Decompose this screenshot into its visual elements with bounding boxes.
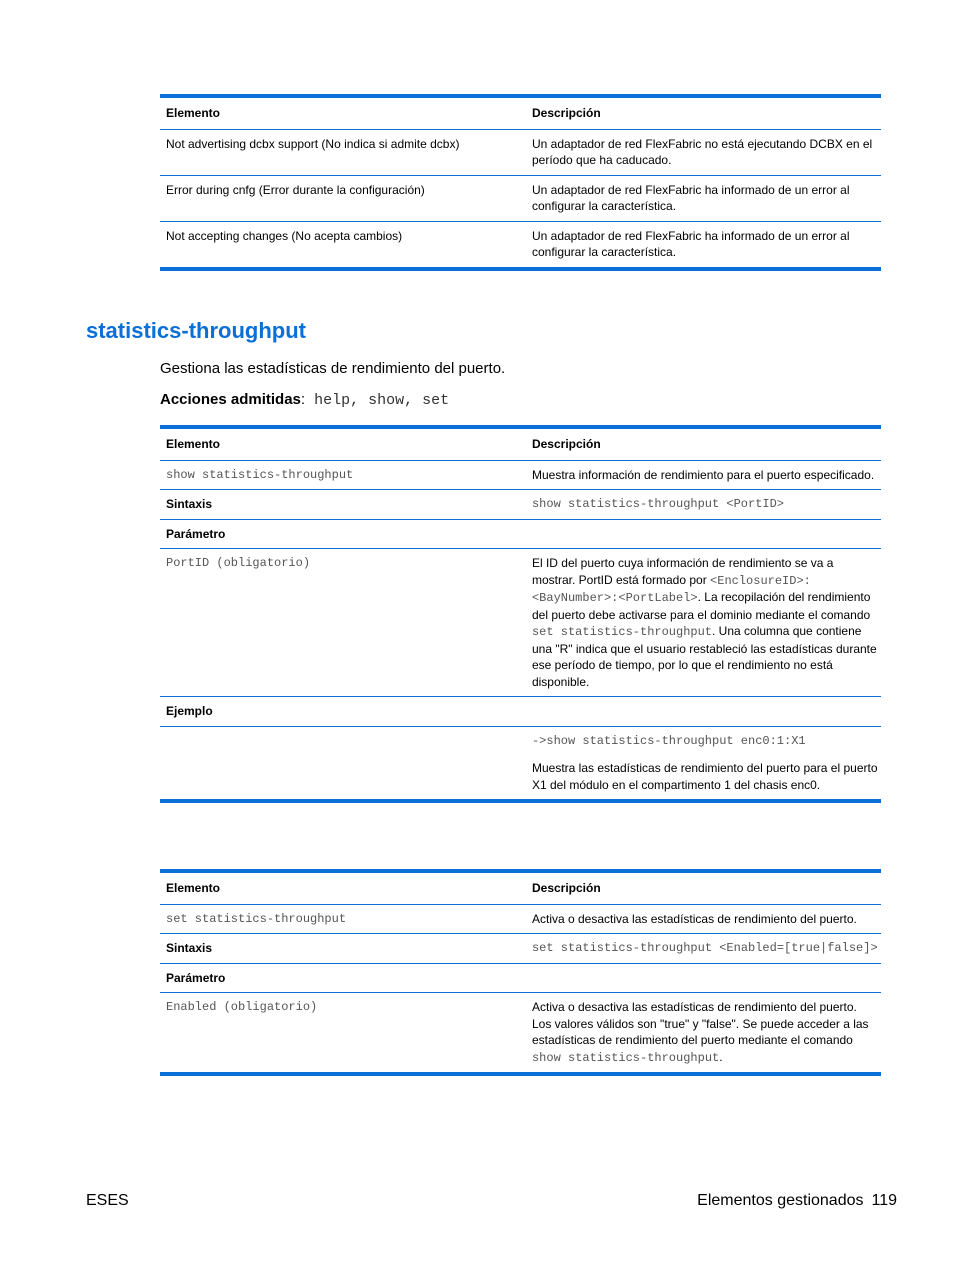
cell-descripcion: Un adaptador de red FlexFabric ha informado de un error al configurar la característica.	[520, 221, 881, 269]
parameter-description	[520, 549, 881, 697]
actions-separator: :	[300, 391, 306, 408]
example-command: ->show statistics-throughput enc0:1:X1	[531, 733, 806, 748]
table-row	[160, 697, 881, 727]
status-table	[160, 94, 881, 271]
set-command-table	[160, 869, 881, 1076]
table-row	[160, 490, 881, 520]
syntax-value: set statistics-throughput <Enabled=[true|false]>	[520, 934, 881, 964]
footer-chapter-label: Elementos gestionados	[697, 1192, 864, 1209]
supported-actions	[160, 391, 449, 409]
cell-elemento: Not accepting changes (No acepta cambios)	[160, 221, 520, 269]
example-content	[520, 726, 881, 801]
command-description: Muestra información de rendimiento para el puerto especificado.	[520, 460, 881, 490]
command-description: Activa o desactiva las estadísticas de rendimiento del puerto.	[520, 904, 881, 934]
table-row	[160, 221, 881, 269]
syntax-label: Sintaxis	[160, 934, 520, 964]
empty-cell	[520, 697, 881, 727]
header-elemento: Elemento	[160, 871, 520, 904]
cell-elemento: Error during cnfg (Error durante la configuración)	[160, 175, 520, 221]
header-elemento: Elemento	[160, 427, 520, 460]
table-row	[160, 993, 881, 1075]
table-row	[160, 963, 881, 993]
example-description: Muestra las estadísticas de rendimiento del puerto para el puerto X1 del módulo en el compartimento 1 del chasis enc0.	[531, 761, 878, 792]
header-descripcion: Descripción	[520, 96, 881, 129]
parameter-description	[520, 993, 881, 1075]
desc-text: El ID del puerto cuya información de rendimiento se va a mostrar. PortID está formado por	[531, 556, 834, 587]
syntax-value: show statistics-throughput <PortID>	[520, 490, 881, 520]
desc-text: . Una columna que contiene una "R" indica que el usuario restableció las estadísticas durante ese período de tiempo, por lo que el rendimiento no está disponible.	[531, 624, 877, 689]
table-header-row	[160, 871, 881, 904]
table-row	[160, 175, 881, 221]
table-header-row	[160, 96, 881, 129]
table-header-row	[160, 427, 881, 460]
parameter-label: Parámetro	[160, 963, 520, 993]
cell-descripcion: Un adaptador de red FlexFabric no está ejecutando DCBX en el período que ha caducado.	[520, 129, 881, 175]
desc-code: <EnclosureID>:<BayNumber>:<PortLabel>	[531, 573, 811, 605]
show-command-table	[160, 425, 881, 803]
header-elemento: Elemento	[160, 96, 520, 129]
cell-elemento: Not advertising dcbx support (No indica si admite dcbx)	[160, 129, 520, 175]
syntax-label: Sintaxis	[160, 490, 520, 520]
command-name: show statistics-throughput	[160, 460, 520, 490]
table-row	[160, 726, 881, 801]
table-row	[160, 460, 881, 490]
footer-locale: ESES	[86, 1192, 129, 1209]
actions-label: Acciones admitidas	[160, 391, 301, 408]
section-title: statistics-throughput	[86, 318, 306, 343]
table-row	[160, 549, 881, 697]
empty-cell	[520, 519, 881, 549]
section-intro: Gestiona las estadísticas de rendimiento del puerto.	[160, 360, 506, 377]
cell-descripcion: Un adaptador de red FlexFabric ha informado de un error al configurar la característica.	[520, 175, 881, 221]
empty-cell	[520, 963, 881, 993]
footer-chapter	[697, 1192, 897, 1210]
example-label: Ejemplo	[160, 697, 520, 727]
header-descripcion: Descripción	[520, 427, 881, 460]
table-row	[160, 934, 881, 964]
desc-text: . La recopilación del rendimiento del puerto debe activarse para el dominio mediante el comando	[531, 590, 871, 622]
header-descripcion: Descripción	[520, 871, 881, 904]
desc-text: .	[719, 1049, 723, 1064]
table-row	[160, 904, 881, 934]
command-name: set statistics-throughput	[160, 904, 520, 934]
desc-code: set statistics-throughput	[531, 625, 712, 639]
page-number: 119	[871, 1192, 897, 1209]
parameter-name: PortID (obligatorio)	[160, 549, 520, 697]
table-row	[160, 129, 881, 175]
table-row	[160, 519, 881, 549]
desc-text: Activa o desactiva las estadísticas de rendimiento del puerto. Los valores válidos son "true" y "false". Se puede acceder a las estadísticas de rendimiento del puerto mediante el comando	[531, 1000, 869, 1047]
empty-cell	[160, 726, 520, 801]
parameter-label: Parámetro	[160, 519, 520, 549]
actions-value: help, show, set	[305, 392, 450, 409]
parameter-name: Enabled (obligatorio)	[160, 993, 520, 1075]
desc-code: show statistics-throughput	[531, 1050, 720, 1065]
